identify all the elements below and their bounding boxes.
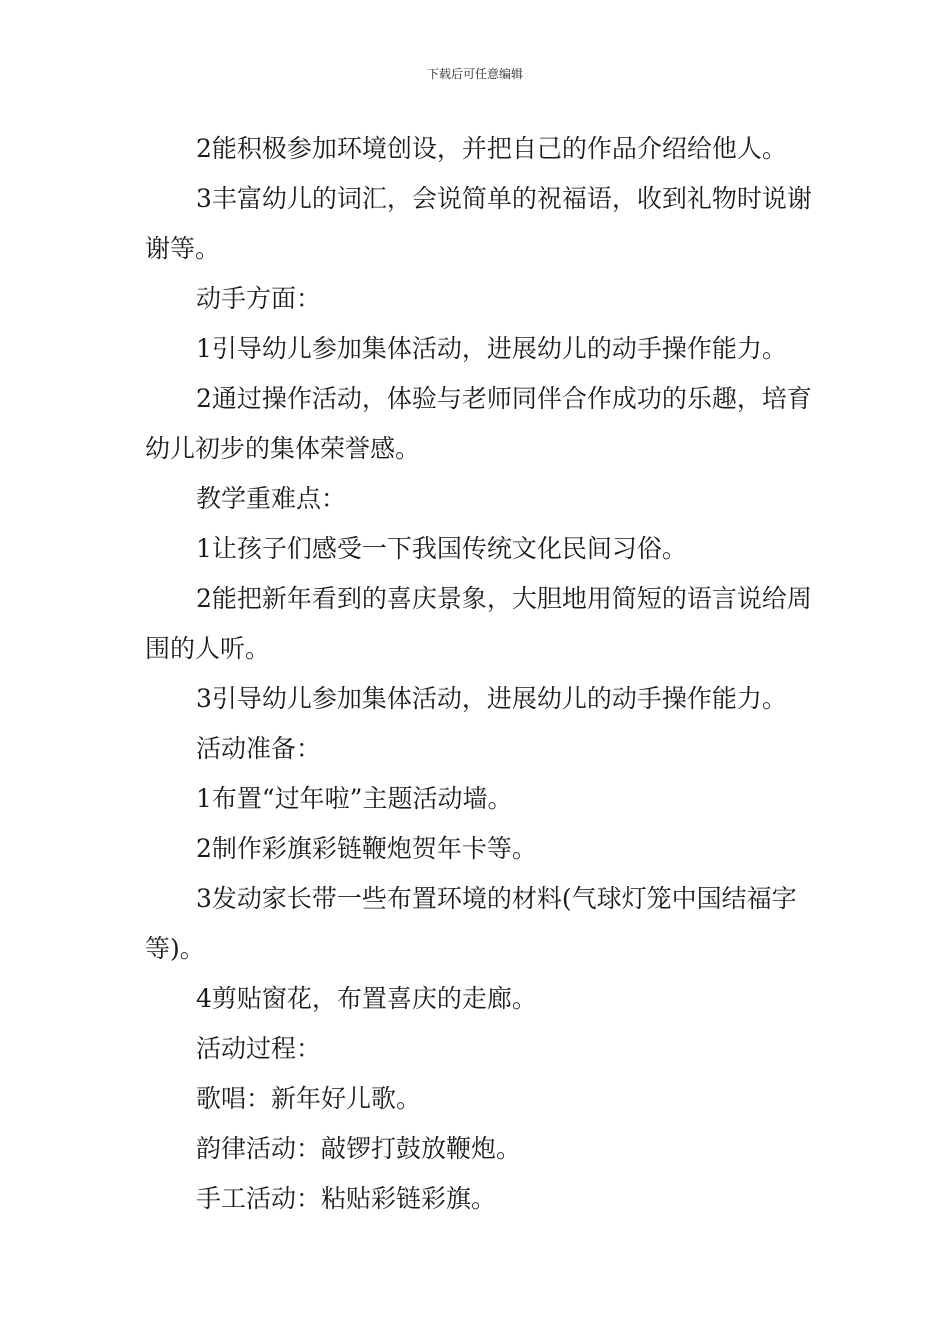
section-heading: 动手方面： (196, 284, 322, 313)
page-header: 下载后可任意编辑 (426, 67, 523, 81)
paragraph: 3发动家长带一些布置环境的材料(气球灯笼中国结福字等)。 (145, 884, 797, 963)
document-body (145, 124, 817, 1224)
paragraph: 2能把新年看到的喜庆景象，大胆地用简短的语言说给周围的人听。 (145, 584, 812, 663)
paragraph: 3引导幼儿参加集体活动，进展幼儿的动手操作能力。 (196, 684, 787, 713)
paragraph: 2能积极参加环境创设，并把自己的作品介绍给他人。 (196, 134, 787, 163)
paragraph: 4剪贴窗花，布置喜庆的走廊。 (196, 984, 537, 1013)
paragraph: 2通过操作活动，体验与老师同伴合作成功的乐趣，培育幼儿初步的集体荣誉感。 (145, 384, 812, 463)
paragraph: 1引导幼儿参加集体活动，进展幼儿的动手操作能力。 (196, 334, 787, 363)
paragraph: 手工活动：粘贴彩链彩旗。 (196, 1184, 497, 1213)
paragraph: 3丰富幼儿的词汇，会说简单的祝福语，收到礼物时说谢谢等。 (145, 184, 812, 263)
paragraph: 歌唱：新年好儿歌。 (196, 1084, 422, 1113)
section-heading: 活动准备： (196, 734, 322, 763)
paragraph: 2制作彩旗彩链鞭炮贺年卡等。 (196, 834, 537, 863)
paragraph: 1让孩子们感受一下我国传统文化民间习俗。 (196, 534, 687, 563)
paragraph: 韵律活动：敲锣打鼓放鞭炮。 (196, 1134, 522, 1163)
section-heading: 教学重难点： (196, 484, 347, 513)
section-heading: 活动过程： (196, 1034, 322, 1063)
paragraph: 1布置“过年啦”主题活动墙。 (196, 784, 513, 813)
